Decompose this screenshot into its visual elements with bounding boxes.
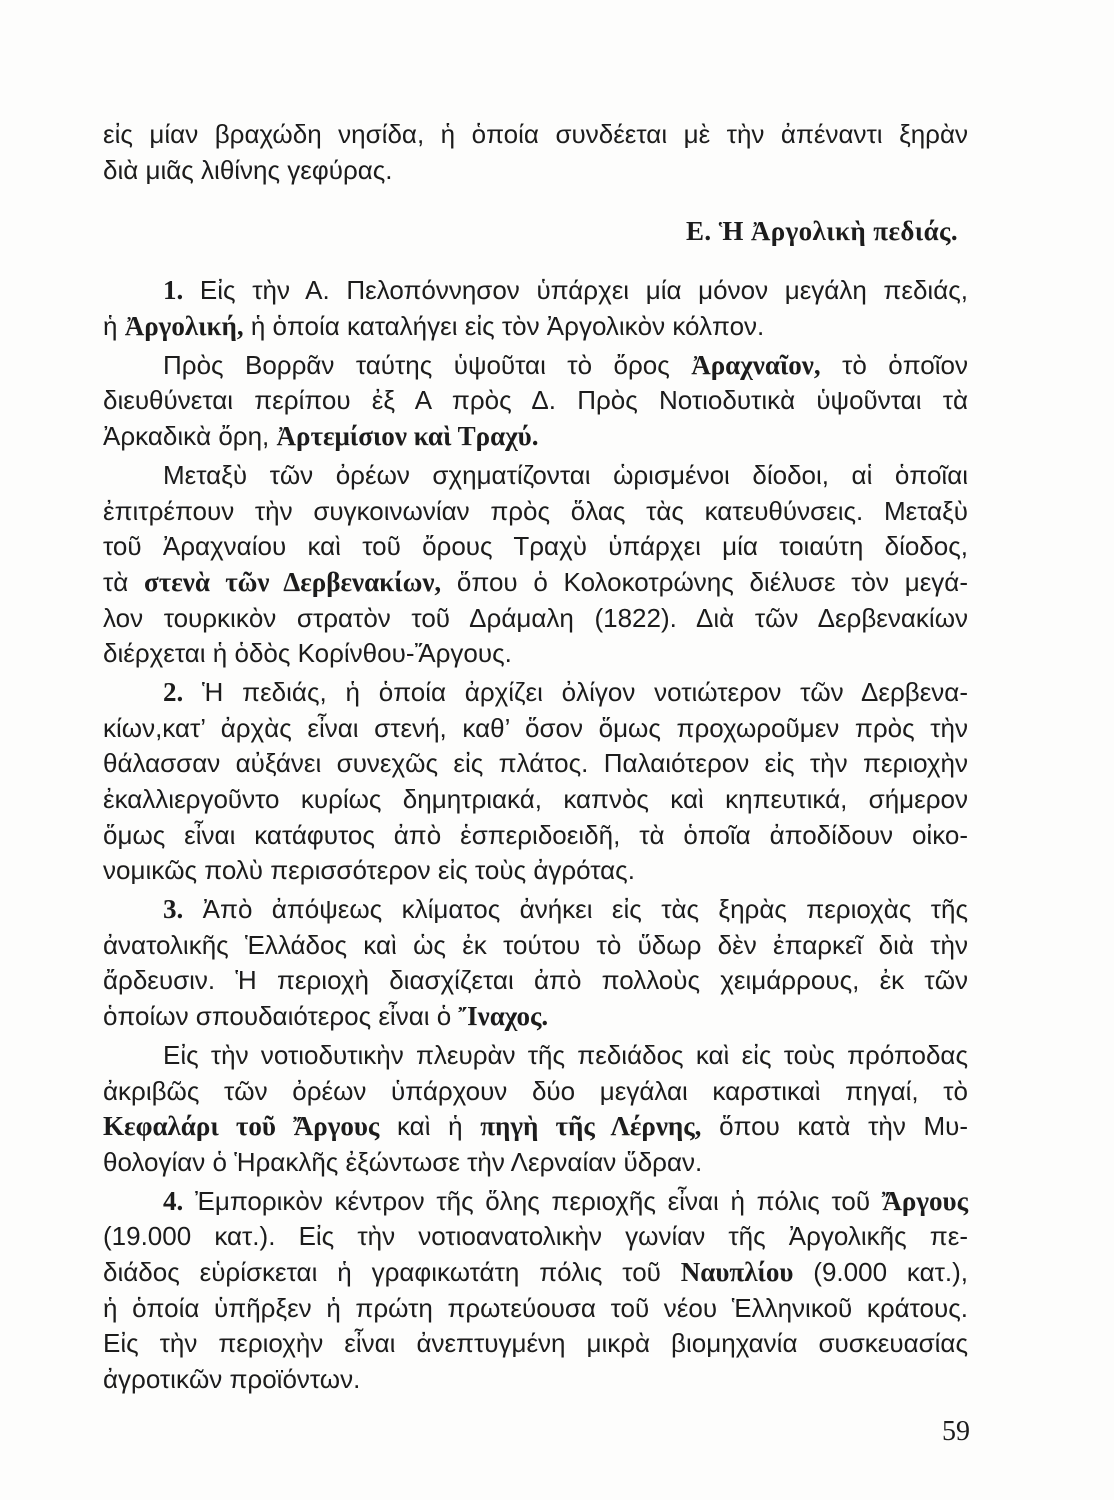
text-line xyxy=(103,1326,968,1362)
text-line xyxy=(103,675,968,711)
section-paragraph xyxy=(103,892,968,1035)
text-run: διευθύνεται περίπου ἐξ Α πρὸς Δ. Πρὸς Νοτιοδυτικὰ ὑψοῦνται τὰ xyxy=(103,385,968,416)
text-line xyxy=(103,999,968,1035)
text-run: τοῦ Ἀραχναίου καὶ τοῦ ὄρους Τραχὺ ὑπάρχει μία τοιαύτη δίοδος, xyxy=(103,531,968,562)
text-run: νομικῶς πολὺ περισσότερον εἰς τοὺς ἀγρότας. xyxy=(103,855,635,886)
text-line xyxy=(103,636,968,672)
text-run: ἄρδευσιν. Ἡ περιοχὴ διασχίζεται ἀπὸ πολλοὺς χειμάρρους, ἐκ τῶν xyxy=(103,965,968,996)
bold-term: Ἄργους xyxy=(881,1185,968,1216)
bold-term: 1. xyxy=(163,275,184,306)
text-run: ὅμως εἶναι κατάφυτος ἀπὸ ἑσπεριδοειδῆ, τὰ ὁποῖα ἀποδίδουν οἰκο- xyxy=(103,819,968,850)
text-line xyxy=(103,818,968,854)
text-run: λον τουρκικὸν στρατὸν τοῦ Δράμαλη (1822). Διὰ τῶν Δερβενακίων xyxy=(103,602,968,633)
bold-term: πηγὴ τῆς Λέρνης, xyxy=(480,1111,702,1142)
text-run: θάλασσαν αὐξάνει συνεχῶς εἰς πλάτος. Παλαιότερον εἰς τὴν περιοχὴν xyxy=(103,748,968,779)
text-line xyxy=(103,565,968,601)
text-run: Ἡ πεδιάς, ἡ ὁποία ἀρχίζει ὀλίγον νοτιώτερον τῶν Δερβενα- xyxy=(183,676,968,707)
text-line xyxy=(103,348,968,384)
text-line xyxy=(103,1291,968,1327)
text-line xyxy=(103,1145,968,1181)
section-title: Ἡ Ἀργολικὴ πεδιάς. xyxy=(718,216,958,247)
text-run: Εἰς τὴν νοτιοδυτικὴν πλευρὰν τῆς πεδιάδος καὶ εἰς τοὺς πρόποδας xyxy=(163,1039,968,1070)
text-line xyxy=(103,1109,968,1145)
text-run: διάδος εὑρίσκεται ἡ γραφικωτάτη πόλις τοῦ xyxy=(103,1256,681,1287)
text-run: κίων,κατ’ ἀρχὰς εἶναι στενή, καθ’ ὅσον ὅμως προχωροῦμεν πρὸς τὴν xyxy=(103,712,968,743)
text-run: ἀκριβῶς τῶν ὀρέων ὑπάρχουν δύο μεγάλαι καρστικαὶ πηγαί, τὸ xyxy=(103,1075,968,1106)
text-run: τὸ ὁποῖον xyxy=(820,349,969,380)
text-run: (19.000 κατ.). Εἰς τὴν νοτιοανατολικὴν γωνίαν τῆς Ἀργολικῆς πε- xyxy=(103,1221,968,1252)
text-run: Ἀπὸ ἀπόψεως κλίματος ἀνήκει εἰς τὰς ξηρὰς περιοχὰς τῆς xyxy=(183,894,968,925)
text-run: ὁποίων σπουδαιότερος εἶναι ὁ xyxy=(103,1001,459,1032)
text-run: ἡ ὁποία καταλήγει εἰς τὸν Ἀργολικὸν κόλπον. xyxy=(243,311,765,342)
text-line xyxy=(103,1038,968,1074)
text-line xyxy=(103,711,968,747)
text-line xyxy=(103,529,968,565)
text-line xyxy=(103,746,968,782)
text-line xyxy=(103,1219,968,1255)
text-line xyxy=(103,458,968,494)
bold-term: 3. xyxy=(163,894,184,925)
page-number: 59 xyxy=(942,1416,970,1447)
opening-paragraph xyxy=(103,117,968,188)
section-paragraph xyxy=(103,348,968,455)
section-heading xyxy=(103,213,968,249)
text-line xyxy=(103,601,968,637)
text-line xyxy=(103,1362,968,1398)
text-run: Εἰς τὴν Α. Πελοπόννησον ὑπάρχει μία μόνον μεγάλη πεδιάς, xyxy=(183,275,968,306)
text-run: ὅπου ὁ Κολοκοτρώνης διέλυσε τὸν μεγά- xyxy=(441,566,969,597)
section-paragraph xyxy=(103,458,968,672)
text-line xyxy=(103,153,968,189)
bold-term: Ἀρτεμίσιον καὶ Τραχύ. xyxy=(276,421,539,452)
section-body xyxy=(103,273,968,1397)
text-line xyxy=(103,928,968,964)
text-line xyxy=(103,494,968,530)
text-run: Ἐμπορικὸν κέντρον τῆς ὅλης περιοχῆς εἶναι ἡ πόλις τοῦ xyxy=(183,1185,882,1216)
text-run: διέρχεται ἡ ὁδὸς Κορίνθου-Ἄργους. xyxy=(103,638,512,669)
text-line xyxy=(103,892,968,928)
text-run: ἡ xyxy=(103,311,125,342)
text-run: καὶ ἡ xyxy=(379,1111,481,1142)
text-line xyxy=(103,1255,968,1291)
section-paragraph xyxy=(103,675,968,889)
text-block xyxy=(103,117,968,1398)
text-run: ἡ ὁποία ὑπῆρξεν ἡ πρώτη πρωτεύουσα τοῦ νέου Ἑλληνικοῦ κράτους. xyxy=(103,1292,968,1323)
text-line xyxy=(103,1184,968,1220)
text-line xyxy=(103,383,968,419)
bold-term: Ἀργολική, xyxy=(124,311,244,342)
text-line xyxy=(103,963,968,999)
text-run: ἐπιτρέπουν τὴν συγκοινωνίαν πρὸς ὅλας τὰς κατευθύνσεις. Μεταξὺ xyxy=(103,495,968,526)
text-run: Πρὸς Βορρᾶν ταύτης ὑψοῦται τὸ ὄρος xyxy=(163,349,692,380)
text-run: Μεταξὺ τῶν ὀρέων σχηματίζονται ὡρισμένοι δίοδοι, αἱ ὁποῖαι xyxy=(163,459,968,490)
section-paragraph xyxy=(103,273,968,344)
section-paragraph xyxy=(103,1184,968,1398)
text-line xyxy=(103,853,968,889)
bold-term: 4. xyxy=(163,1185,184,1216)
text-run: ἀγροτικῶν προϊόντων. xyxy=(103,1364,361,1394)
text-run: ὅπου κατὰ τὴν Μυ- xyxy=(701,1111,968,1142)
text-run: ἀνατολικῆς Ἑλλάδος καὶ ὡς ἐκ τούτου τὸ ὕδωρ δὲν ἐπαρκεῖ διὰ τὴν xyxy=(103,929,968,960)
text-line xyxy=(103,782,968,818)
text-run: τὰ xyxy=(103,566,145,597)
text-run: εἰς μίαν βραχώδη νησίδα, ἡ ὁποία συνδέεται μὲ τὴν ἀπέναντι ξηρὰν xyxy=(103,119,968,149)
section-label: Ε. xyxy=(685,216,712,247)
text-line xyxy=(103,309,968,345)
text-line xyxy=(103,273,968,309)
text-run: Εἰς τὴν περιοχὴν εἶναι ἀνεπτυγμένη μικρὰ βιομηχανία συσκευασίας xyxy=(103,1328,968,1359)
bold-term: Κεφαλάρι τοῦ Ἄργους xyxy=(103,1111,380,1142)
text-run: Ἀρκαδικὰ ὄρη, xyxy=(103,421,277,452)
text-run: θολογίαν ὁ Ἡρακλῆς ἐξώντωσε τὴν Λερναίαν ὕδραν. xyxy=(103,1146,703,1177)
text-run: (9.000 κατ.), xyxy=(793,1256,969,1287)
bold-term: 2. xyxy=(163,676,184,707)
text-line xyxy=(103,1074,968,1110)
bold-term: στενὰ τῶν Δερβενακίων, xyxy=(144,566,442,597)
section-paragraph xyxy=(103,1038,968,1181)
text-run: διὰ μιᾶς λιθίνης γεφύρας. xyxy=(103,154,393,185)
text-run: ἐκαλλιεργοῦντο κυρίως δημητριακά, καπνὸς καὶ κηπευτικά, σήμερον xyxy=(103,784,968,814)
bold-term: Ναυπλίου xyxy=(680,1256,794,1287)
bold-term: Ἀραχναῖον, xyxy=(691,349,821,380)
bold-term: Ἴναχος. xyxy=(458,1001,549,1032)
text-line xyxy=(103,117,968,153)
text-line xyxy=(103,419,968,455)
